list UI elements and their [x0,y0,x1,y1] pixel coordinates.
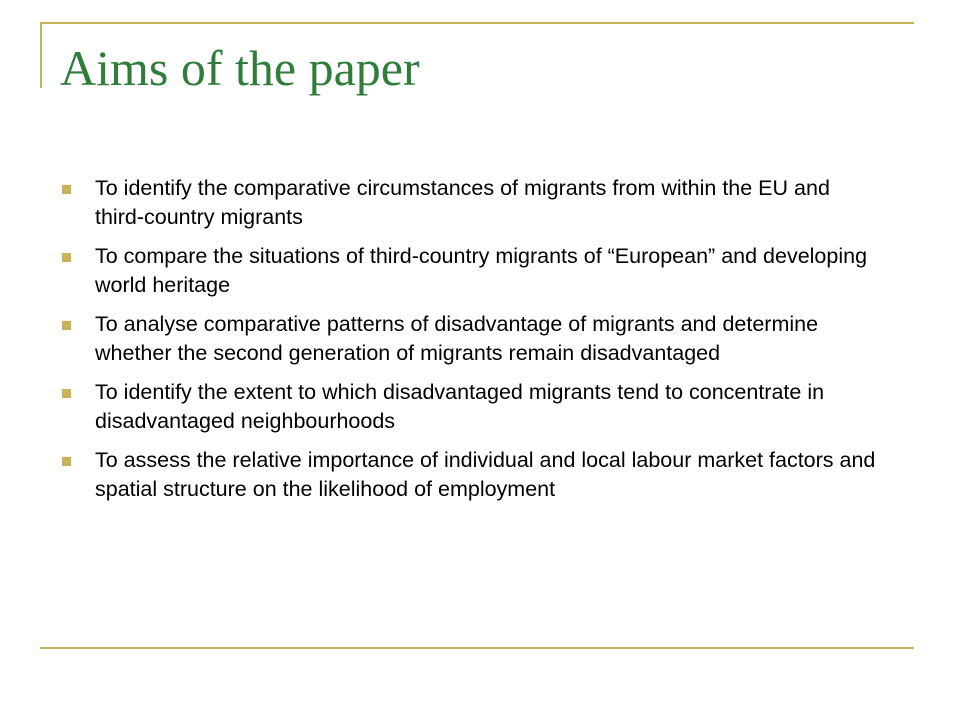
bullet-item [60,310,880,368]
bullet-text: To identify the comparative circumstances of migrants from within the EU and third-country migrants [95,176,830,229]
bullet-text: To assess the relative importance of individual and local labour market factors and spatial structure on the likelihood of employment [95,448,876,501]
bullet-text: To analyse comparative patterns of disadvantage of migrants and determine whether the second generation of migrants remain disadvantaged [95,312,819,365]
square-bullet-icon [62,321,71,330]
bullet-item [60,446,880,504]
square-bullet-icon [62,185,71,194]
bullet-list [60,174,880,514]
bullet-item [60,378,880,436]
square-bullet-icon [62,253,71,262]
bullet-text: To identify the extent to which disadvantaged migrants tend to concentrate in disadvantaged neighbourhoods [95,380,825,433]
left-divider-line [40,22,42,88]
square-bullet-icon [62,389,71,398]
slide-title: Aims of the paper [60,40,420,96]
top-divider-line [40,22,914,24]
bottom-divider-line [40,647,914,649]
bullet-item [60,242,880,300]
bullet-text: To compare the situations of third-country migrants of “European” and developing world heritage [95,244,868,297]
bullet-item [60,174,880,232]
square-bullet-icon [62,457,71,466]
